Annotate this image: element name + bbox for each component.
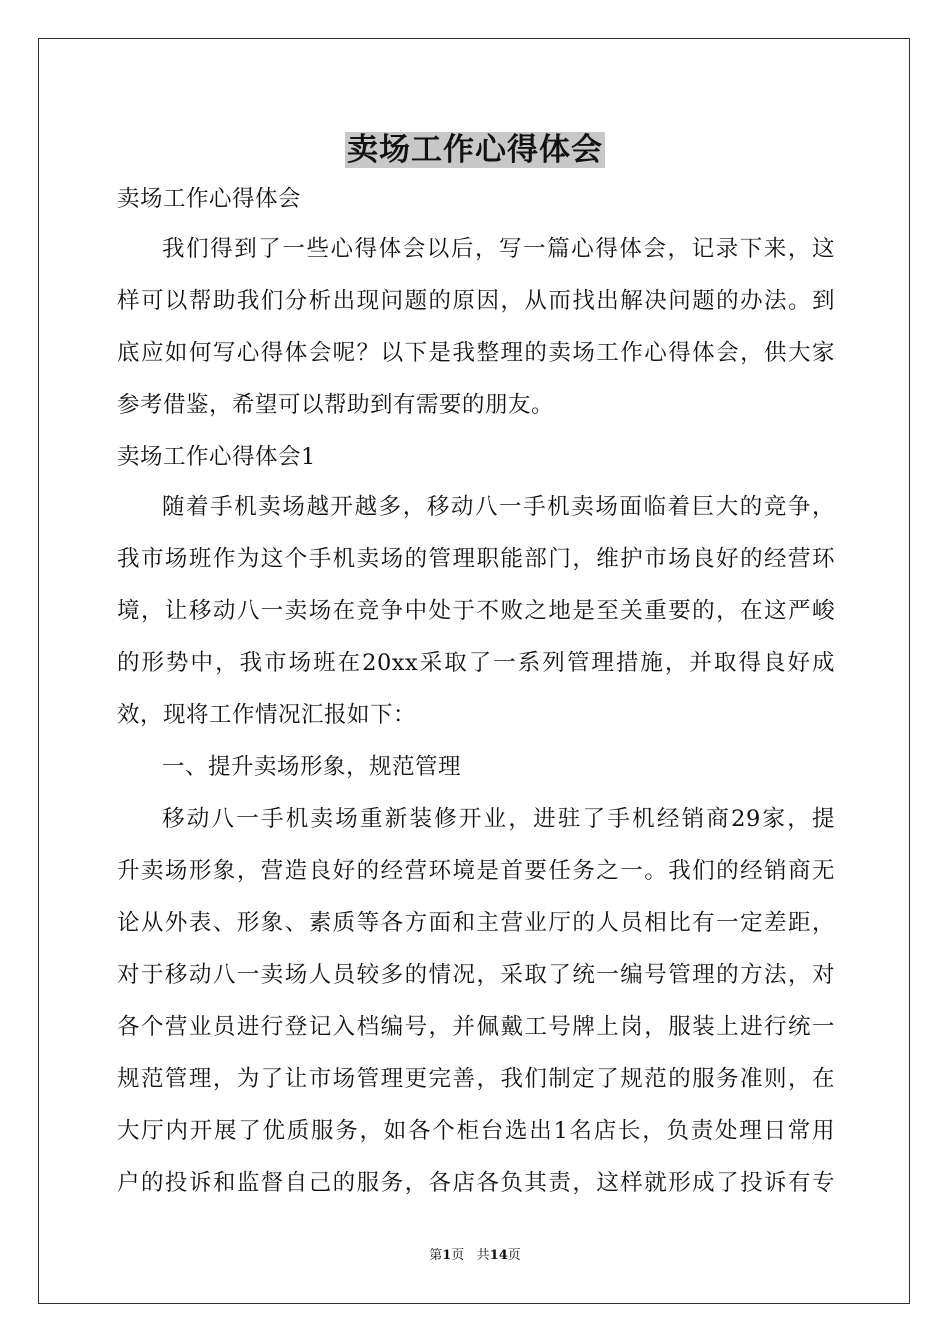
body-line: 对于移动八一卖场人员较多的情况，采取了统一编号管理的方法，对 bbox=[117, 962, 835, 988]
body-line: 户的投诉和监督自己的服务，各店各负其责，这样就形成了投诉有专 bbox=[117, 1170, 835, 1196]
section-line: 随着手机卖场越开越多，移动八一手机卖场面临着巨大的竞争， bbox=[162, 494, 835, 520]
total-pages: 14 bbox=[489, 1248, 508, 1263]
total-prefix: 共 bbox=[476, 1248, 490, 1263]
section-line: 境，让移动八一卖场在竞争中处于不败之地是至关重要的，在这严峻 bbox=[117, 598, 835, 624]
section-line: 的形势中，我市场班在20xx采取了一系列管理措施，并取得良好成 bbox=[117, 650, 835, 676]
total-suffix: 页 bbox=[507, 1248, 521, 1263]
document-subtitle: 卖场工作心得体会 bbox=[117, 186, 302, 212]
page-number: 1 bbox=[442, 1248, 452, 1263]
body-line: 规范管理，为了让市场管理更完善，我们制定了规范的服务准则，在 bbox=[117, 1066, 835, 1092]
body-line: 论从外表、形象、素质等各方面和主营业厅的人员相比有一定差距， bbox=[117, 910, 835, 936]
section-line: 我市场班作为这个手机卖场的管理职能部门，维护市场良好的经营环 bbox=[117, 546, 835, 572]
document-title bbox=[0, 128, 950, 172]
intro-line: 底应如何写心得体会呢？以下是我整理的卖场工作心得体会，供大家 bbox=[117, 340, 835, 366]
page-footer bbox=[0, 1246, 950, 1266]
body-line: 大厅内开展了优质服务，如各个柜台选出1名店长，负责处理日常用 bbox=[117, 1118, 835, 1144]
body-line: 升卖场形象，营造良好的经营环境是首要任务之一。我们的经销商无 bbox=[117, 858, 835, 884]
intro-line: 参考借鉴，希望可以帮助到有需要的朋友。 bbox=[117, 392, 555, 418]
section-line: 效，现将工作情况汇报如下： bbox=[117, 702, 417, 728]
intro-line: 我们得到了一些心得体会以后，写一篇心得体会，记录下来，这 bbox=[162, 236, 835, 262]
section-heading: 卖场工作心得体会1 bbox=[117, 444, 316, 470]
page-prefix: 第 bbox=[429, 1248, 443, 1263]
document-body bbox=[117, 178, 835, 1214]
page-suffix: 页 bbox=[451, 1248, 465, 1263]
intro-line: 样可以帮助我们分析出现问题的原因，从而找出解决问题的办法。到 bbox=[117, 288, 835, 314]
body-line: 移动八一手机卖场重新装修开业，进驻了手机经销商29家，提 bbox=[162, 806, 835, 832]
sub-heading: 一、提升卖场形象，规范管理 bbox=[162, 754, 462, 780]
body-line: 各个营业员进行登记入档编号，并佩戴工号牌上岗，服装上进行统一 bbox=[117, 1014, 835, 1040]
document-title-text: 卖场工作心得体会 bbox=[347, 132, 603, 168]
